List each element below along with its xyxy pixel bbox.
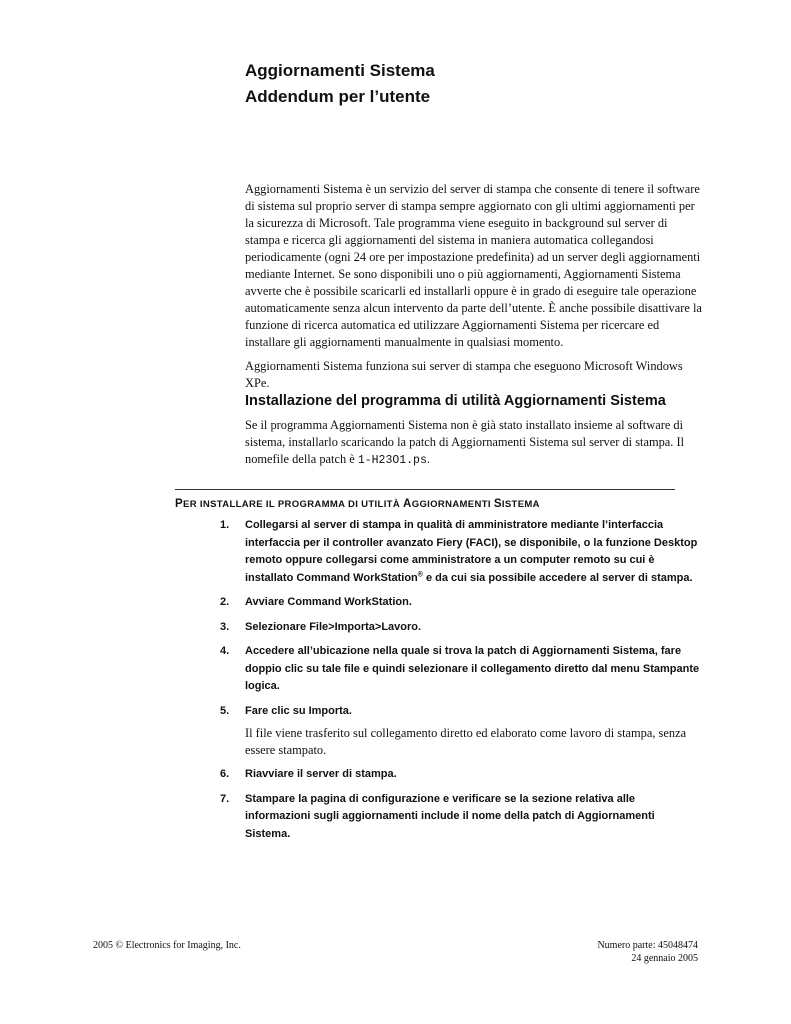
step-item xyxy=(220,619,700,637)
procedure-heading-end: ISTEMA xyxy=(501,499,540,510)
footer-date: 24 gennaio 2005 xyxy=(631,953,698,964)
step-item xyxy=(220,766,700,784)
title-line-2: Addendum per l’utente xyxy=(245,87,431,106)
step-item xyxy=(220,643,700,696)
procedure-heading xyxy=(175,497,540,512)
section-heading: Installazione del programma di utilità Aggiornamenti Sistema xyxy=(245,393,666,409)
step-number: 5. xyxy=(220,704,230,717)
document-title xyxy=(245,58,435,110)
procedure-heading-mid2: GGIORNAMENTI xyxy=(411,499,494,510)
step-item xyxy=(220,791,700,844)
procedure-heading-initial-s: S xyxy=(493,498,502,510)
registered-mark: ® xyxy=(417,570,423,578)
step-text-part: Collegarsi al server di stampa in qualità di amministratore mediante l’interfaccia interfaccia per il controller avanzato Fiery (FACI), se disponibile, o la funzione Desktop remoto oppure collegarsi come amministratore a un computer remoto su cui è installato Command WorkStation xyxy=(245,519,698,584)
step-text: Riavviare il server di stampa. xyxy=(245,768,397,780)
step-text-part: e da cui sia possibile accedere al server di stampa. xyxy=(422,571,693,584)
step-text: Selezionare File>Importa>Lavoro. xyxy=(245,620,422,633)
step-number: 3. xyxy=(220,620,230,633)
procedure-steps xyxy=(220,517,700,850)
title-line-1: Aggiornamenti Sistema xyxy=(245,61,435,80)
step-item xyxy=(220,517,700,587)
procedure-heading-initial-a: A xyxy=(403,498,412,510)
step-text: Avviare Command WorkStation. xyxy=(245,596,412,608)
footer-info xyxy=(597,939,698,965)
intro-paragraph: Aggiornamenti Sistema è un servizio del server di stampa che consente di tenere il software di sistema sul proprio server di stampa sempre aggiornato con gli ultimi aggiornamenti per la sicurezza di Microsoft. Tale programma viene eseguito in background sul server di stampa e ricerca gli aggiornamenti del sistema in maniera automatica collegandosi periodicamente (ogni 24 ore per impostazione predefinita) ad un server degli aggiornamenti mediante Internet. Se sono disponibili uno o più aggiornamenti, Aggiornamenti Sistema avverte che è possibile scaricarli ed installarli oppure è in grado di eseguire tale operazione automaticamente senza alcun intervento da parte dell’utente. È anche possibile disattivare la funzione di ricerca automatica ed utilizzare Aggiornamenti Sistema per ricercare ed installare gli aggiornamenti manualmente in qualsiasi momento. xyxy=(245,182,702,349)
procedure-heading-initial-p: P xyxy=(175,498,184,510)
step-text: Stampare la pagina di configurazione e verificare se la sezione relativa alle informazioni sugli aggiornamenti include il nome della patch di Aggiornamenti Sistema. xyxy=(245,792,655,840)
section-divider xyxy=(175,489,675,490)
step-number: 2. xyxy=(220,596,230,608)
platform-paragraph: Aggiornamenti Sistema funziona sui server di stampa che eseguono Microsoft Windows XPe. xyxy=(245,359,683,390)
patch-filename: 1-H23O1.ps xyxy=(357,454,427,467)
procedure-heading-mid: ER INSTALLARE IL PROGRAMMA DI UTILITÀ xyxy=(183,499,404,510)
step-number: 4. xyxy=(220,645,230,657)
step-number: 6. xyxy=(220,768,230,780)
section-text-part2: . xyxy=(426,452,430,466)
section-paragraph xyxy=(245,417,705,469)
section-text-part1: Se il programma Aggiornamenti Sistema non è già stato installato insieme al software di sistema, installarlo scaricando la patch di Aggiornamenti Sistema sul server di stampa. Il nomefile della patch è xyxy=(245,418,685,466)
step-text xyxy=(245,517,700,587)
footer-part-number: Numero parte: 45048474 xyxy=(597,940,698,951)
step-note: Il file viene trasferito sul collegamento diretto ed elaborato come lavoro di stampa, senza essere stampato. xyxy=(245,726,687,757)
footer-copyright: 2005 © Electronics for Imaging, Inc. xyxy=(93,940,241,951)
step-number: 7. xyxy=(220,792,230,805)
step-number: 1. xyxy=(220,519,230,531)
step-text: Fare clic su Importa. xyxy=(245,704,352,717)
step-item xyxy=(220,703,700,760)
step-text: Accedere all’ubicazione nella quale si trova la patch di Aggiornamenti Sistema, fare doppio clic su tale file e quindi selezionare il collegamento diretto dal menu Stampante logica. xyxy=(245,645,700,692)
step-item xyxy=(220,594,700,612)
